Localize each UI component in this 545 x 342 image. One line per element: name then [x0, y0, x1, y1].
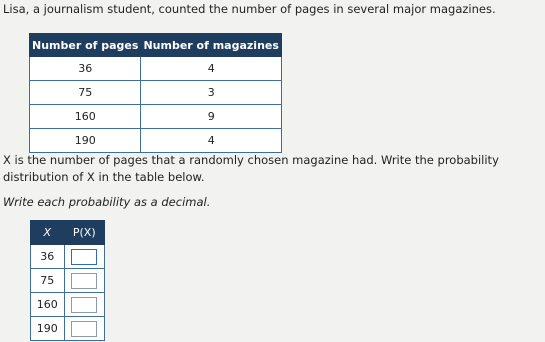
answer-row [31, 293, 105, 317]
answer-row [31, 245, 105, 269]
header-number-of-magazines: Number of magazines [141, 34, 281, 57]
answer-row [31, 317, 105, 341]
probability-answer-table [30, 220, 105, 341]
probability-input-160[interactable] [71, 297, 97, 313]
probability-cell [64, 317, 105, 341]
probability-cell [64, 293, 105, 317]
x-value-cell: 75 [31, 269, 65, 293]
x-value-cell: 190 [31, 317, 65, 341]
probability-cell [64, 269, 105, 293]
question-line-1: X is the number of pages that a randomly chosen magazine had. Write the probability [3, 153, 499, 167]
pages-cell: 160 [30, 105, 141, 129]
pages-cell: 75 [30, 81, 141, 105]
probability-input-75[interactable] [71, 273, 97, 289]
probability-input-190[interactable] [71, 321, 97, 337]
magazines-cell: 4 [141, 57, 281, 81]
table-row [30, 105, 282, 129]
pages-cell: 36 [30, 57, 141, 81]
question-line-2: distribution of X in the table below. [3, 170, 205, 184]
question-text [3, 152, 499, 186]
answer-header-row [31, 221, 105, 245]
x-value-cell: 36 [31, 245, 65, 269]
table-row [30, 81, 282, 105]
table-row [30, 129, 282, 153]
header-px: P(X) [64, 221, 105, 245]
table-header-row [30, 34, 282, 57]
magazines-cell: 4 [141, 129, 281, 153]
pages-cell: 190 [30, 129, 141, 153]
intro-text: Lisa, a journalism student, counted the number of pages in several major magazines. [3, 2, 496, 16]
instruction-text: Write each probability as a decimal. [3, 195, 211, 209]
pages-data-table [29, 33, 282, 153]
header-number-of-pages: Number of pages [30, 34, 141, 57]
probability-input-36[interactable] [71, 249, 97, 265]
answer-row [31, 269, 105, 293]
header-x: X [31, 221, 65, 245]
magazines-cell: 3 [141, 81, 281, 105]
magazines-cell: 9 [141, 105, 281, 129]
x-value-cell: 160 [31, 293, 65, 317]
probability-cell [64, 245, 105, 269]
table-row [30, 57, 282, 81]
